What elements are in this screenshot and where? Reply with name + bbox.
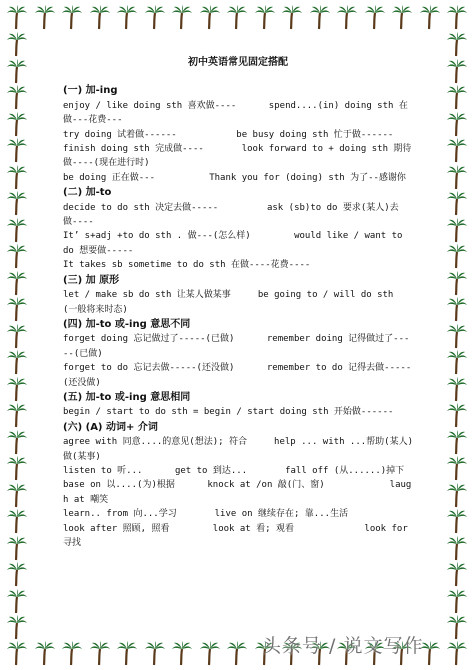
palm-tree-icon: [446, 508, 468, 534]
section-heading: (一) 加-ing: [63, 85, 118, 97]
phrase-line: finish doing sth 完成做---- look forward to + doing sth 期待做----(现在进行时): [63, 144, 412, 169]
palm-tree-icon: [226, 4, 248, 30]
palm-tree-icon: [144, 640, 166, 666]
palm-tree-icon: [446, 561, 468, 587]
palm-tree-icon: [6, 137, 28, 163]
palm-tree-icon: [6, 455, 28, 481]
phrase-line: listen to 听... get to 到达... fall off (从......)掉下: [63, 465, 405, 476]
palm-tree-icon: [144, 4, 166, 30]
phrase-line: decide to do sth 决定去做----- ask (sb)to do 要求(某人)去做----: [63, 202, 399, 228]
phrase-line: agree with 同意....的意见(想法); 符合 help ... with ...帮助(某人)做(某事): [63, 437, 413, 462]
palm-tree-icon: [199, 640, 221, 666]
phrase-line: forget to do 忘记去做-----(还没做) remember to do 记得去做-----(还没做): [63, 363, 412, 388]
palm-tree-icon: [309, 4, 331, 30]
phrase-line: try doing 试着做------ be busy doing sth 忙于做------: [63, 129, 394, 140]
palm-tree-icon: [6, 296, 28, 322]
phrase-line: begin / start to do sth = begin / start doing sth 开始做------: [63, 407, 394, 418]
phrase-line: let / make sb do sth 让某人做某事 be going to / will do sth (一般将来时态): [63, 290, 399, 315]
palm-tree-icon: [171, 640, 193, 666]
phrase-line: be doing 正在做--- Thank you for (doing) sth 为了--感谢你: [63, 172, 406, 183]
phrase-line: It takes sb sometime to do sth 在做----花费----: [63, 260, 311, 271]
palm-tree-icon: [171, 4, 193, 30]
phrase-line: base on 以....(为)根据 knock at /on 敲(门、窗) laugh at 嘲笑: [63, 480, 412, 505]
phrase-line: enjoy / like doing sth 喜欢做---- spend....(in) doing sth 在做---花费---: [63, 100, 408, 126]
palm-tree-icon: [6, 164, 28, 190]
palm-tree-icon: [446, 455, 468, 481]
content-lines: [63, 84, 413, 550]
palm-tree-icon: [446, 588, 468, 614]
palm-tree-icon: [6, 561, 28, 587]
palm-tree-icon: [446, 4, 468, 30]
palm-tree-icon: [446, 323, 468, 349]
palm-tree-icon: [6, 614, 28, 640]
palm-tree-icon: [391, 4, 413, 30]
palm-tree-icon: [254, 4, 276, 30]
palm-tree-icon: [419, 4, 441, 30]
section-heading: (五) 加-to 或-ing 意思相同: [63, 391, 191, 403]
palm-tree-icon: [6, 217, 28, 243]
palm-tree-icon: [6, 111, 28, 137]
palm-tree-icon: [281, 4, 303, 30]
phrase-line: forget doing 忘记做过了-----(已做) remember doing 记得做过了-----(已做): [63, 334, 410, 359]
palm-tree-icon: [226, 640, 248, 666]
palm-tree-icon: [446, 482, 468, 508]
palm-tree-icon: [6, 270, 28, 296]
palm-tree-icon: [446, 217, 468, 243]
palm-tree-icon: [446, 243, 468, 269]
palm-tree-icon: [6, 190, 28, 216]
palm-tree-icon: [199, 4, 221, 30]
palm-tree-icon: [446, 31, 468, 57]
palm-tree-icon: [116, 4, 138, 30]
phrase-line: look after 照顾, 照看 look at 看; 观看 look for 寻找: [63, 523, 414, 548]
palm-tree-icon: [89, 4, 111, 30]
palm-tree-icon: [116, 640, 138, 666]
palm-tree-icon: [6, 482, 28, 508]
phrase-line: learn.. from 向...学习 live on 继续存在; 靠...生活: [63, 509, 349, 520]
palm-tree-icon: [446, 535, 468, 561]
phrase-line: It’ s+adj +to do sth . 做---(怎么样) would like / want to do 想要做-----: [63, 231, 408, 256]
palm-tree-icon: [6, 58, 28, 84]
palm-tree-icon: [446, 429, 468, 455]
palm-tree-icon: [61, 640, 83, 666]
section-heading: (四) 加-to 或-ing 意思不同: [63, 318, 191, 330]
palm-tree-icon: [446, 376, 468, 402]
palm-tree-icon: [336, 4, 358, 30]
document-body: [63, 56, 413, 550]
palm-tree-icon: [89, 640, 111, 666]
palm-tree-icon: [446, 402, 468, 428]
palm-tree-icon: [6, 84, 28, 110]
page-title: 初中英语常见固定搭配: [188, 57, 288, 68]
palm-tree-icon: [6, 323, 28, 349]
palm-tree-icon: [6, 402, 28, 428]
palm-tree-icon: [34, 640, 56, 666]
palm-tree-icon: [364, 4, 386, 30]
section-heading: (二) 加-to: [63, 187, 112, 199]
palm-tree-icon: [446, 614, 468, 640]
palm-tree-icon: [6, 429, 28, 455]
palm-tree-icon: [6, 349, 28, 375]
palm-tree-icon: [6, 508, 28, 534]
palm-tree-icon: [6, 4, 28, 30]
palm-tree-icon: [6, 31, 28, 57]
section-heading: (六) (A) 动词+ 介词: [63, 421, 158, 433]
palm-tree-icon: [446, 640, 468, 666]
palm-tree-icon: [446, 58, 468, 84]
palm-tree-icon: [6, 588, 28, 614]
palm-tree-icon: [446, 137, 468, 163]
palm-tree-icon: [6, 640, 28, 666]
palm-tree-icon: [446, 84, 468, 110]
palm-tree-icon: [6, 535, 28, 561]
watermark: 头条号 / 说文写作: [262, 635, 424, 657]
palm-tree-icon: [446, 111, 468, 137]
section-heading: (三) 加 原形: [63, 274, 120, 286]
palm-tree-icon: [446, 296, 468, 322]
palm-tree-icon: [6, 376, 28, 402]
palm-tree-icon: [61, 4, 83, 30]
palm-tree-icon: [34, 4, 56, 30]
palm-tree-icon: [446, 270, 468, 296]
palm-tree-icon: [446, 164, 468, 190]
palm-tree-icon: [446, 190, 468, 216]
palm-tree-icon: [6, 243, 28, 269]
palm-tree-icon: [446, 349, 468, 375]
